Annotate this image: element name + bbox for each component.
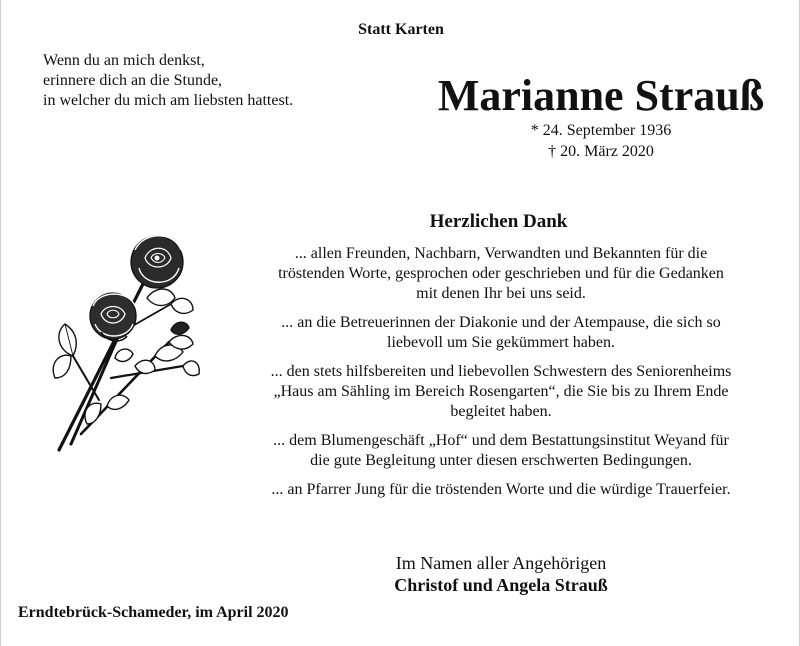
thanks-title: Herzlichen Dank (429, 211, 568, 232)
thanks-line: ... allen Freunden, Nachbarn, Verwandten und Bekannten für die (294, 245, 708, 262)
thanks-paragraph (226, 431, 776, 471)
thanks-paragraph (226, 362, 776, 422)
thanks-line: begleitet haben. (450, 403, 552, 420)
thanks-line: ... dem Blumengeschäft „Hof“ und dem Bestattungsinstitut Weyand für (273, 432, 729, 449)
place-date: Erndtebrück-Schameder, im April 2020 (18, 604, 289, 621)
roses-illustration-icon (51, 228, 201, 458)
thanks-line: ... an die Betreuerinnen der Diakonie und der Atempause, die sich so (281, 314, 721, 331)
death-date: † 20. März 2020 (548, 143, 654, 160)
thanks-line: „Haus am Sähling im Bereich Rosengarten“, die Sie bis zu Ihrem Ende (273, 383, 729, 400)
life-dates (401, 120, 800, 162)
signature-family: Christof und Angela Strauß (394, 575, 608, 595)
poem-line: erinnere dich an die Stunde, (43, 72, 223, 89)
thanks-line: tröstenden Worte, gesprochen oder geschrieben und für die Gedanken (278, 265, 724, 282)
thanks-line: mit denen Ihr bei uns seid. (416, 285, 586, 302)
deceased-name: Marianne Strauß (437, 71, 765, 120)
poem (43, 51, 293, 111)
thanks-line: liebevoll um Sie gekümmert haben. (387, 334, 615, 351)
header-label: Statt Karten (358, 21, 444, 38)
thanks-paragraph (226, 313, 776, 353)
thanks-paragraph (226, 480, 776, 500)
thanks-text (226, 244, 776, 509)
thanks-paragraph (226, 244, 776, 304)
poem-line: in welcher du mich am liebsten hattest. (43, 92, 294, 109)
birth-date: * 24. September 1936 (530, 122, 672, 139)
thanks-line: die gute Begleitung unter diesen erschwerten Bedingungen. (310, 452, 692, 469)
thanks-line: ... den stets hilfsbereiten und liebevollen Schwestern des Seniorenheims (270, 363, 732, 380)
poem-line: Wenn du an mich denkst, (43, 52, 205, 69)
thanks-line: ... an Pfarrer Jung für die tröstenden Worte und die würdige Trauerfeier. (271, 481, 731, 498)
signature-intro: Im Namen aller Angehörigen (395, 553, 607, 573)
signature-block (301, 552, 701, 596)
